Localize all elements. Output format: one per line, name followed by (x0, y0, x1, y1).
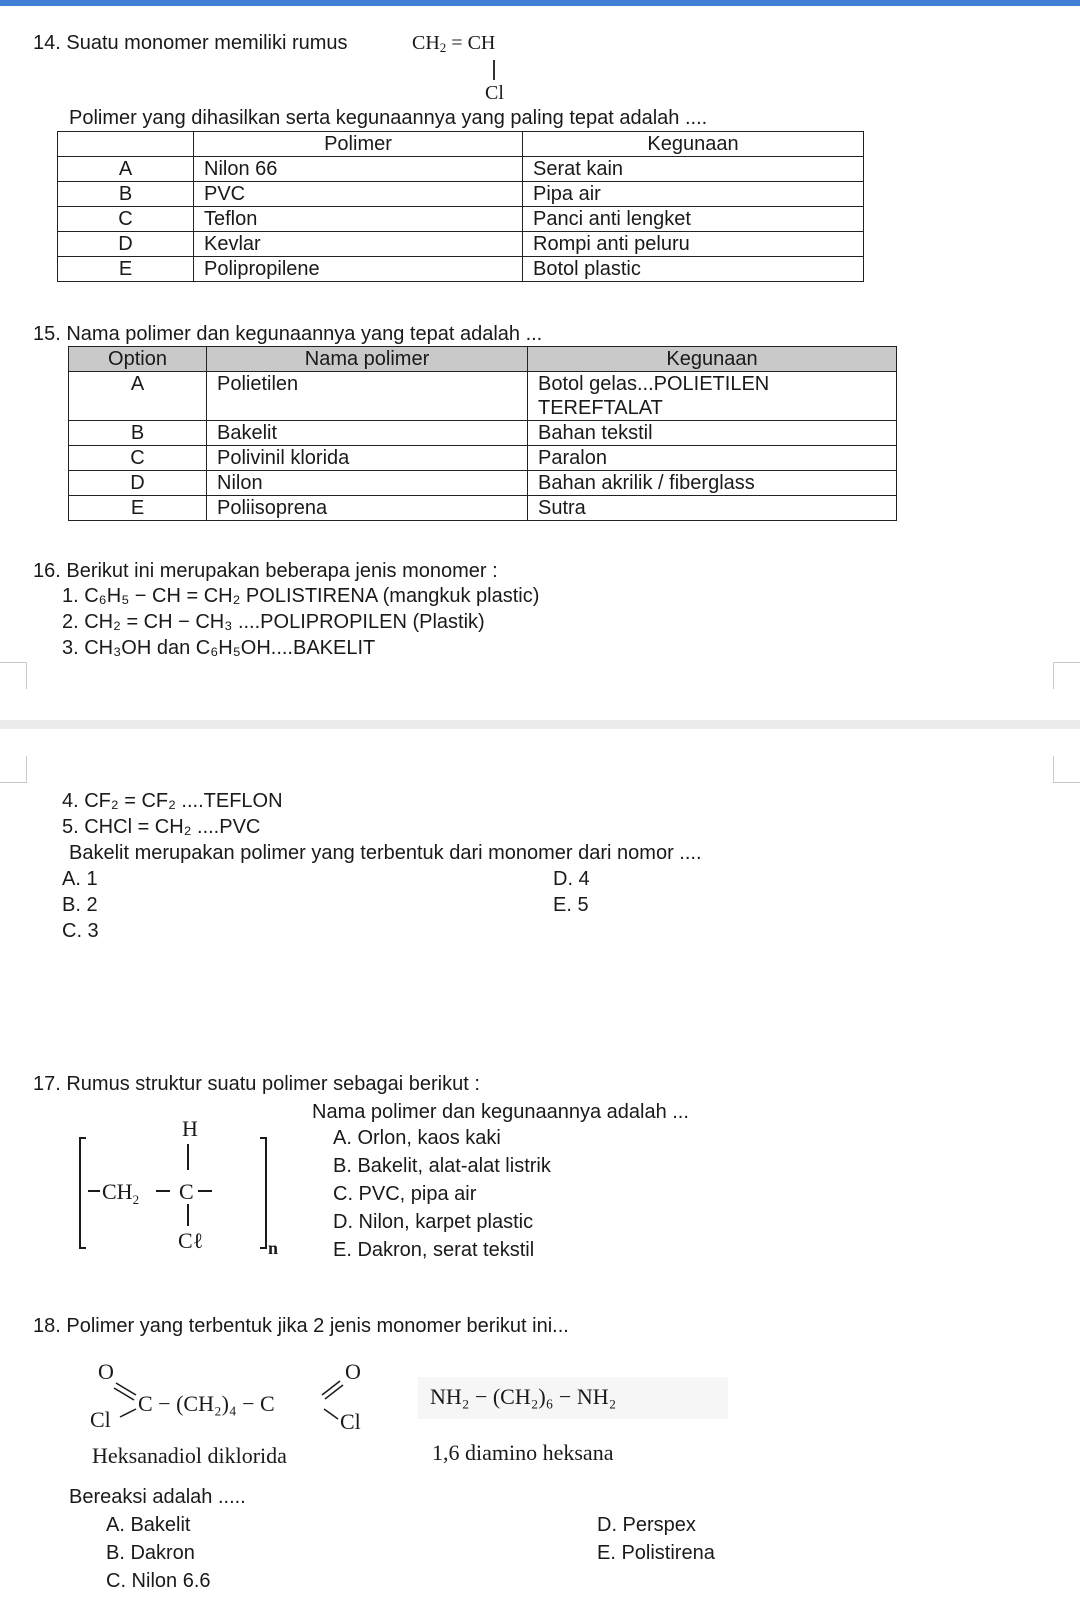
q17-prompt: Nama polimer dan kegunaannya adalah ... (312, 1101, 689, 1123)
left-bracket (80, 1138, 86, 1248)
o-left-label: O (98, 1359, 114, 1384)
table-header (58, 132, 194, 157)
q18-question: 18. Polimer yang terbentuk jika 2 jenis monomer berikut ini... (33, 1315, 569, 1337)
table-cell: Botol gelas...POLIETILEN (528, 372, 897, 397)
table-cell: Polipropilene (194, 257, 523, 282)
q16-question: 16. Berikut ini merupakan beberapa jenis monomer : (33, 560, 498, 582)
cl-left-label: Cl (90, 1407, 111, 1432)
q18-option-d[interactable]: D. Perspex (597, 1514, 696, 1536)
table-cell: Sutra (528, 496, 897, 521)
q14-formula-cl: Cl (485, 82, 504, 104)
table-header: Kegunaan (528, 347, 897, 372)
table-cell: A (69, 372, 207, 421)
right-bracket (260, 1138, 266, 1248)
chain-label: C − (CH₂)₄ − C (138, 1391, 275, 1416)
q14-formula (412, 32, 495, 56)
table-cell: Nilon (207, 471, 528, 496)
q17-option-d[interactable]: D. Nilon, karpet plastic (333, 1211, 534, 1233)
table-header-row (69, 347, 897, 372)
q17-option-a[interactable]: A. Orlon, kaos kaki (333, 1127, 501, 1149)
ch2-text: CH (102, 1179, 133, 1204)
table-cell: C (69, 446, 207, 471)
q18-option-e[interactable]: E. Polistirena (597, 1542, 715, 1564)
q16-option-b[interactable]: B. 2 (62, 894, 98, 916)
q15-table (68, 346, 897, 521)
table-cell: Pipa air (523, 182, 864, 207)
table-row (58, 232, 864, 257)
q14-formula-sub: 2 (439, 40, 447, 55)
n-label: n (268, 1238, 279, 1258)
ch2-label (102, 1179, 139, 1207)
page-corner-mark (1053, 662, 1080, 689)
q18-monomer-1-name: Heksanadiol diklorida (92, 1443, 287, 1468)
q16-option-a[interactable]: A. 1 (62, 868, 98, 890)
q14-table (57, 131, 864, 282)
bond-cl-right (324, 1409, 338, 1419)
cl-label: Cℓ (178, 1228, 204, 1253)
q16-prompt: Bakelit merupakan polimer yang terbentuk dari monomer dari nomor .... (69, 842, 702, 864)
page-corner-mark (1053, 756, 1080, 783)
table-header: Kegunaan (523, 132, 864, 157)
table-cell: C (58, 207, 194, 232)
table-cell: Serat kain (523, 157, 864, 182)
table-row (58, 257, 864, 282)
q17-option-b[interactable]: B. Bakelit, alat-alat listrik (333, 1155, 551, 1177)
table-row (58, 157, 864, 182)
table-row (69, 421, 897, 446)
table-cell: Teflon (194, 207, 523, 232)
q16-item-3: 3. CH₃OH dan C₆H₅OH....BAKELIT (62, 637, 376, 659)
table-row (69, 372, 897, 397)
table-cell: B (58, 182, 194, 207)
q18-option-b[interactable]: B. Dakron (106, 1542, 195, 1564)
table-cell: E (69, 496, 207, 521)
table-header: Option (69, 347, 207, 372)
q16-option-e[interactable]: E. 5 (553, 894, 589, 916)
table-row (69, 496, 897, 521)
table-cell: Kevlar (194, 232, 523, 257)
table-header-row (58, 132, 864, 157)
page-corner-mark (0, 662, 27, 689)
table-cell: B (69, 421, 207, 446)
top-accent-bar (0, 0, 1080, 6)
q18-monomer-1-diagram (90, 1355, 400, 1435)
q17-question: 17. Rumus struktur suatu polimer sebagai berikut : (33, 1073, 480, 1095)
q16-item-2: 2. CH₂ = CH − CH₃ ....POLIPROPILEN (Plastik) (62, 611, 485, 633)
q15-question: 15. Nama polimer dan kegunaannya yang tepat adalah ... (33, 323, 543, 345)
cl-right-label: Cl (340, 1409, 361, 1434)
q18-monomer-2-name: 1,6 diamino heksana (432, 1440, 614, 1465)
double-bond-right-b (325, 1385, 343, 1399)
q16-item-4: 4. CF₂ = CF₂ ....TEFLON (62, 790, 283, 812)
q18-monomer-2-formula: NH₂ − (CH₂)₆ − NH₂ (430, 1384, 617, 1409)
table-cell: Botol plastic (523, 257, 864, 282)
page-break (0, 720, 1080, 729)
table-cell: Bahan akrilik / fiberglass (528, 471, 897, 496)
table-cell: Polietilen (207, 372, 528, 421)
table-cell: Bakelit (207, 421, 528, 446)
q18-option-a[interactable]: A. Bakelit (106, 1514, 191, 1536)
q14-prompt: Polimer yang dihasilkan serta kegunaannya yang paling tepat adalah .... (69, 107, 708, 129)
bond-cl-left (120, 1409, 136, 1417)
table-header: Polimer (194, 132, 523, 157)
table-cell: TEREFTALAT (528, 396, 897, 421)
q17-option-c[interactable]: C. PVC, pipa air (333, 1183, 477, 1205)
double-bond-left-a (116, 1383, 136, 1395)
page-corner-mark (0, 756, 27, 783)
table-cell: Poliisoprena (207, 496, 528, 521)
table-cell: A (58, 157, 194, 182)
table-cell: D (69, 471, 207, 496)
table-cell: Nilon 66 (194, 157, 523, 182)
q18-prompt: Bereaksi adalah ..... (69, 1486, 246, 1508)
table-row (58, 207, 864, 232)
table-row (58, 182, 864, 207)
table-header: Nama polimer (207, 347, 528, 372)
table-cell: Paralon (528, 446, 897, 471)
q17-option-e[interactable]: E. Dakron, serat tekstil (333, 1239, 535, 1261)
c-label: C (179, 1179, 194, 1204)
table-cell: Panci anti lengket (523, 207, 864, 232)
table-cell: Bahan tekstil (528, 421, 897, 446)
ch2-sub: 2 (132, 1192, 140, 1207)
q14-formula-ch: CH (412, 32, 440, 54)
q18-option-c[interactable]: C. Nilon 6.6 (106, 1570, 211, 1592)
table-row (69, 471, 897, 496)
double-bond-right-a (322, 1381, 340, 1395)
table-cell: PVC (194, 182, 523, 207)
double-bond-left-b (114, 1388, 134, 1400)
table-cell: Polivinil klorida (207, 446, 528, 471)
q16-option-d[interactable]: D. 4 (553, 868, 590, 890)
q14-formula-eq: = CH (451, 32, 496, 54)
q16-item-1: 1. C₆H₅ − CH = CH₂ POLISTIRENA (mangkuk plastic) (62, 585, 540, 607)
q16-option-c[interactable]: C. 3 (62, 920, 99, 942)
table-cell: E (58, 257, 194, 282)
q14-bond-line (493, 60, 495, 80)
q14-question: 14. Suatu monomer memiliki rumus (33, 32, 348, 54)
q16-item-5: 5. CHCl = CH₂ ....PVC (62, 816, 261, 838)
q17-structure-diagram (70, 1108, 300, 1268)
table-row (69, 446, 897, 471)
table-cell: Rompi anti peluru (523, 232, 864, 257)
table-cell: D (58, 232, 194, 257)
o-right-label: O (345, 1359, 361, 1384)
h-label: H (182, 1116, 198, 1141)
